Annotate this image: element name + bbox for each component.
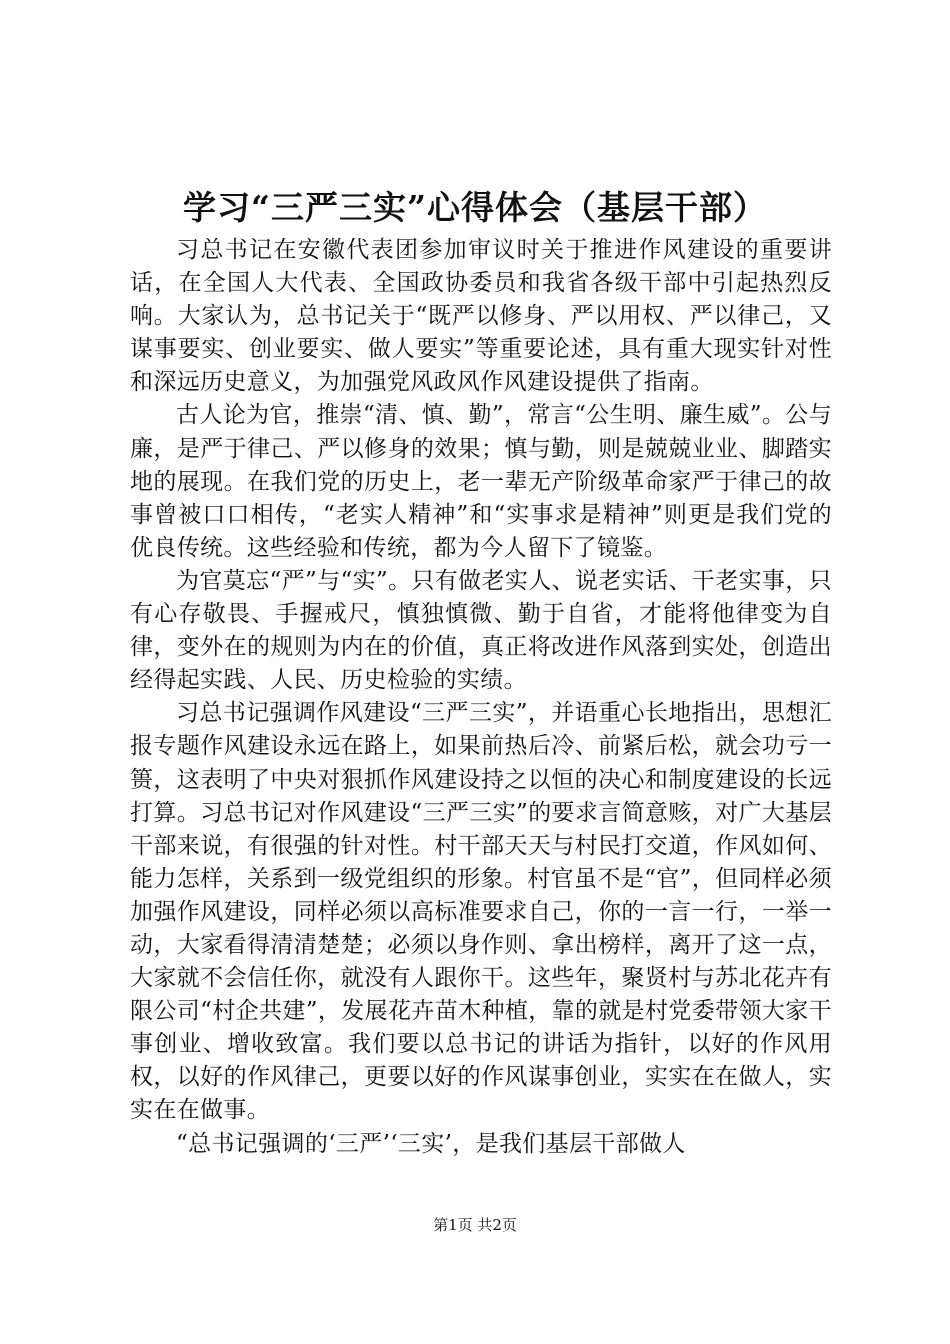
paragraph-3: 为官莫忘“严”与“实”。只有做老实人、说老实话、干老实事，只有心存敬畏、手握戒尺，慎独慎微、勤于自省，才能将他律变为自律，变外在的规则为内在的价值，真正将改进作风落到实处，创造出经得起实践、人民、历史检验的实绩。 xyxy=(130,567,832,694)
paragraph-2: 古人论为官，推崇“清、慎、勤”，常言“公生明、廉生威”。公与廉，是严于律己、严以修身的效果；慎与勤，则是兢兢业业、脚踏实地的展现。在我们党的历史上，老一辈无产阶级革命家严于律己的故事曾被口口相传，“老实人精神”和“实事求是精神”则更是我们党的优良传统。这些经验和传统，都为今人留下了镜鉴。 xyxy=(130,402,832,561)
paragraph-1: 习总书记在安徽代表团参加审议时关于推进作风建设的重要讲话，在全国人大代表、全国政协委员和我省各级干部中引起热烈反响。大家认为，总书记关于“既严以修身、严以用权、严以律己，又谋事要实、创业要实、做人要实”等重要论述，具有重大现实针对性和深远历史意义，为加强党风政风作风建设提供了指南。 xyxy=(130,237,832,396)
paragraph-5: “总书记强调的‘三严’‘三实’，是我们基层干部做人 xyxy=(176,1130,686,1157)
page-number: 第1页 共2页 xyxy=(433,1216,517,1234)
paragraph-4: 习总书记强调作风建设“三严三实”，并语重心长地指出，思想汇报专题作风建设永远在路上，如果前热后冷、前紧后松，就会功亏一篑，这表明了中央对狠抓作风建设持之以恒的决心和制度建设的长远打算。习总书记对作风建设“三严三实”的要求言简意赅，对广大基层干部来说，有很强的针对性。村干部天天与村民打交道，作风如何、能力怎样，关系到一级党组织的形象。村官虽不是“官”，但同样必须加强作风建设，同样必须以高标准要求自己，你的一言一行，一举一动，大家看得清清楚楚；必须以身作则、拿出榜样，离开了这一点，大家就不会信任你，就没有人跟你干。这些年，聚贤村与苏北花卉有限公司“村企共建”，发展花卉苗木种植，靠的就是村党委带领大家干事创业、增收致富。我们要以总书记的讲话为指针，以好的作风用权，以好的作风律己，更要以好的作风谋事创业，实实在在做人，实实在在做事。 xyxy=(130,700,832,1124)
document-title: 学习“三严三实”心得体会（基层干部） xyxy=(183,188,767,227)
document-body xyxy=(130,234,832,1161)
